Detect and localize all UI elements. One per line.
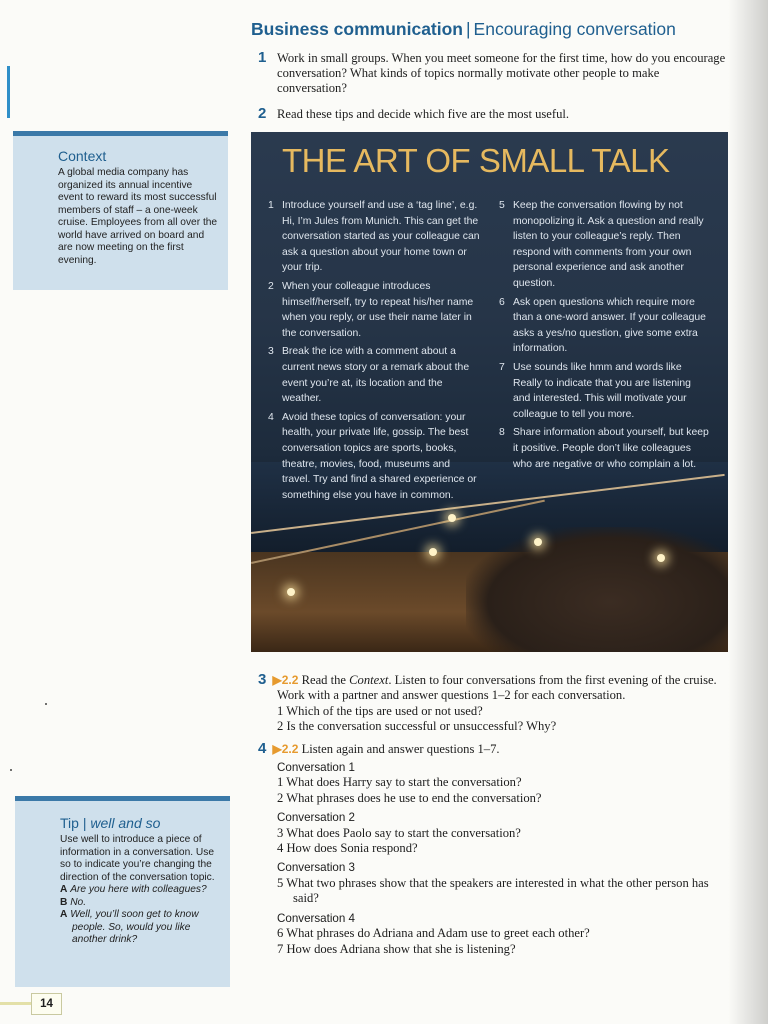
audio-track-label[interactable]: 2.2 [281, 741, 299, 756]
question-3: 3 ▶2.2 Read the Context. Listen to four conversations from the first evening of the cruise. Work with a partner and answer questions 1–2 for each conversation. [258, 671, 717, 703]
context-heading: Context [58, 148, 107, 164]
deck-light [534, 538, 542, 546]
audio-track-icon[interactable]: ▶ [272, 673, 282, 687]
tip-example-a1: A Are you here with colleagues? [60, 884, 207, 895]
conversation-label: Conversation 4 [277, 911, 355, 925]
conversation-label: Conversation 3 [277, 861, 355, 875]
tip-item: 4 Avoid these topics of conversation: your health, your private life, gossip. The best conversation topics are sports, books, theatre, movies, food, museums and travel. Try and find a shared experience or something else you have in common. [268, 411, 477, 501]
question-4-item: 6 What phrases do Adriana and Adam use to greet each other? [277, 926, 590, 941]
question-4-item: 4 How does Sonia respond? [277, 841, 418, 856]
deck-light [429, 548, 437, 556]
questions-3-4 [258, 672, 718, 957]
page-number-bar [0, 1002, 31, 1005]
conversation-label: Conversation 1 [277, 761, 355, 775]
deck-light [287, 588, 295, 596]
tip-item: 1 Introduce yourself and use a ‘tag line’, e.g. Hi, I’m Jules from Munich. This can get the conversation started as your colleague can ask a question about your home town or your trip. [268, 200, 480, 274]
question-1 [258, 51, 728, 96]
page-title [251, 19, 676, 40]
title-divider: | [466, 19, 471, 39]
tip-box [15, 796, 230, 987]
question-number: 3 [258, 671, 267, 688]
guests-photo-area [466, 527, 728, 652]
conversation-label: Conversation 2 [277, 811, 355, 825]
page-gutter-shadow [728, 0, 768, 1024]
question-3-item: 2 Is the conversation successful or unsuccessful? Why? [277, 719, 557, 734]
left-margin-mark [7, 66, 10, 118]
deck-light [657, 554, 665, 562]
tip-example-a2: A Well, you’ll soon get to know people. So, would you like another drink? [60, 909, 199, 945]
question-4-item: 2 What phrases does he use to end the conversation? [277, 790, 542, 805]
title-sub: Encouraging conversation [473, 19, 676, 39]
tip-subtitle: well and so [90, 815, 161, 831]
question-number: 4 [258, 739, 267, 757]
question-4: 4 ▶2.2 Listen again and answer questions 1–7. [258, 739, 500, 757]
question-4-item: 7 How does Adriana show that she is listening? [277, 941, 516, 956]
tip-example-b: B No. [60, 896, 87, 908]
title-bold: Business communication [251, 19, 463, 39]
tip-item: 5 Keep the conversation flowing by not monopolizing it. Ask a question and really listen to your colleague’s reply. Then respond with comments from your own personal experience and ask another question. [499, 200, 704, 289]
question-text: Read these tips and decide which five are the most useful. [277, 107, 570, 121]
context-box [13, 131, 228, 290]
question-3-item: 1 Which of the tips are used or not used? [277, 703, 483, 718]
question-4-item: 1 What does Harry say to start the conversation? [277, 775, 522, 790]
question-4-item: 3 What does Paolo say to start the conversation? [277, 825, 521, 840]
tips-column-right [499, 198, 711, 475]
speck [10, 769, 12, 771]
tip-item: 8 Share information about yourself, but keep it positive. People don’t like colleagues who are negative or who complain a lot. [499, 427, 709, 470]
context-body: A global media company has organized its annual incentive event to reward its most successful members of staff – a one-week cruise. Employees from all over the world have arrived on board and are now meeting on the first evening. [58, 167, 218, 266]
tip-body: Use well to introduce a piece of information in a conversation. Use so to indicate you’re changing the direction of the conversation topic. [60, 834, 215, 883]
audio-track-label[interactable]: 2.2 [281, 673, 299, 687]
question-number: 1 [258, 49, 267, 66]
tips-column-left [268, 198, 481, 506]
question-number: 2 [258, 105, 267, 122]
context-reference: Context [349, 673, 389, 687]
speck [45, 703, 47, 705]
tip-title: Tip [60, 815, 79, 831]
panel-heading: THE ART OF SMALL TALK [282, 142, 670, 179]
tip-item: 7 Use sounds like hmm and words like Really to indicate that you are listening and interested. This will motivate your colleague to tell you more. [499, 361, 691, 420]
deck-light [448, 514, 456, 522]
small-talk-panel [251, 132, 728, 652]
question-text: Work in small groups. When you meet someone for the first time, how do you encourage conversation? What kinds of topics normally motivate other people to make conversation? [277, 51, 726, 95]
tip-item: 3 Break the ice with a comment about a current news story or a remark about the event you’re at, its location and the weather. [268, 346, 470, 405]
tip-heading: Tip | well and so [60, 815, 161, 831]
question-4-item: 5 What two phrases show that the speakers are interested in what the other person has said? [277, 875, 709, 906]
tip-item: 2 When your colleague introduces himself/herself, try to repeat his/her name when you reply, or use their name later in the conversation. [268, 280, 474, 339]
tip-item: 6 Ask open questions which require more than a one-word answer. If your colleague asks a yes/no question, give some extra information. [499, 296, 706, 355]
question-2 [258, 107, 728, 122]
audio-track-icon[interactable]: ▶ [272, 741, 282, 756]
page-number: 14 [31, 993, 62, 1015]
